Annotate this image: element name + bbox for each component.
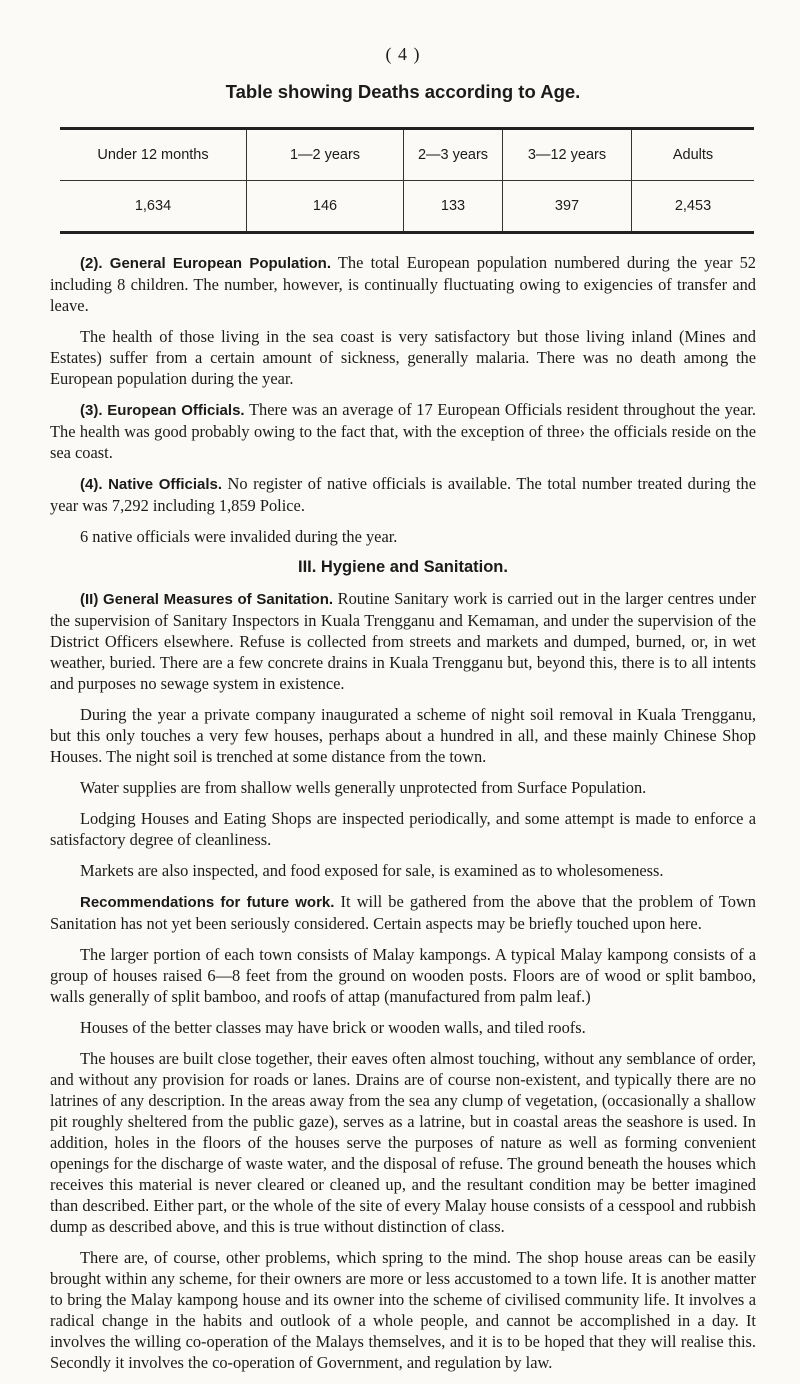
header-adults: Adults (632, 129, 755, 181)
paragraph-houses-close: The houses are built close together, their eaves often almost touching, without any semblance of order, and without any provision for roads or lanes. Drains are of course non-existent, and typically there are no latrines of any description. In the areas away from the sea any clump of vegetation, (occasionally a shallow pit roughly sheltered from the public gaze), serves as a latrine, but in coastal areas the seashore is used. In addition, holes in the floors of the houses serve the purposes of nature as well as forming convenient openings for the discharge of waste water, and the disposal of refuse. The ground beneath the houses which receives this material is never cleared or cleaned up, and the resultant condition may be better imagined than described. Either part, or the whole of the site of every Malay house consists of a cesspool and rubbish dump as described above, and this is true without distinction of class. (50, 1049, 756, 1236)
paragraph-european-population (50, 252, 756, 316)
paragraph-markets: Markets are also inspected, and food exposed for sale, is examined as to wholesomeness. (80, 861, 664, 880)
paragraph-native-officials (50, 473, 756, 516)
value-3-12-years: 397 (503, 181, 632, 233)
heading-recommendations: Recommendations for future work. (80, 894, 335, 911)
deaths-by-age-table (60, 127, 754, 234)
header-3-12-years: 3—12 years (503, 129, 632, 181)
value-2-3-years: 133 (404, 181, 503, 233)
paragraph-invalided: 6 native officials were invalided during the year. (80, 527, 398, 546)
paragraph-european-officials (50, 399, 756, 463)
header-2-3-years: 2—3 years (404, 129, 503, 181)
heading-european-officials: (3). European Officials. (80, 402, 245, 419)
paragraph-better-classes: Houses of the better classes may have brick or wooden walls, and tiled roofs. (80, 1018, 586, 1037)
section-title-hygiene: III. Hygiene and Sanitation. (298, 558, 508, 576)
report-body (50, 252, 756, 1373)
table-header-row (60, 129, 754, 181)
heading-european-population: (2). General European Population. (80, 255, 332, 272)
text-native-officials: No register of native officials is available. The total number treated during the year was 7,292 including 1,859 Police. (50, 474, 756, 515)
paragraph-health-coast: The health of those living in the sea coast is very satisfactory but those living inland (Mines and Estates) suffer from a certain amount of sickness, generally malaria. There was no death among the European population during the year. (50, 327, 756, 388)
text-european-officials: There was an average of 17 European Officials resident throughout the year. The health was good probably owing to the fact that, with the exception of three› the officials reside on the sea coast. (50, 400, 756, 462)
header-under-12-months: Under 12 months (60, 129, 247, 181)
table-title: Table showing Deaths according to Age. (225, 81, 581, 102)
paragraph-recommendations (50, 891, 756, 934)
paragraph-kampongs: The larger portion of each town consists of Malay kampongs. A typical Malay kampong consists of a group of houses raised 6—8 feet from the ground on wooden posts. Floors are of wood or split bamboo, walls generally of split bamboo, and roofs of attap (manufactured from palm leaf.) (50, 945, 756, 1006)
paragraph-other-problems: There are, of course, other problems, which spring to the mind. The shop house areas can be easily brought within any scheme, for their owners are more or less accustomed to a town life. It is another matter to bring the Malay kampong house and its owner into the scheme of civilised community life. It involves a radical change in the habits and outlook of a whole people, and cannot be accomplished in a day. It involves the willing co-operation of the Malays themselves, and it is to be hoped that they will realise this. Secondly it involves the co-operation of Government, and regulation by law. (50, 1248, 756, 1372)
header-1-2-years: 1—2 years (247, 129, 404, 181)
paragraph-general-measures (50, 588, 756, 694)
heading-native-officials: (4). Native Officials. (80, 476, 223, 493)
value-under-12-months: 1,634 (134, 198, 172, 214)
text-recommendations: It will be gathered from the above that the problem of Town Sanitation has not yet been seriously considered. Certain aspects may be briefly touched upon here. (50, 892, 756, 933)
page-number: ( 4 ) (385, 44, 421, 64)
heading-general-measures: (II) General Measures of Sanitation. (80, 591, 334, 608)
text-general-measures: Routine Sanitary work is carried out in the larger centres under the supervision of Sanitary Inspectors in Kuala Trengganu and Kemaman, and under the supervision of the District Officers elsewhere. Refuse is collected from streets and markets and dumped, burned, or, in wet weather, buried. There are a few concrete drains in Kuala Trengganu but, beyond this, there is to all intents and purposes no sewage system in existence. (50, 589, 756, 693)
paragraph-lodging: Lodging Houses and Eating Shops are inspected periodically, and some attempt is made to enforce a satisfactory degree of cleanliness. (50, 809, 756, 849)
value-1-2-years: 146 (247, 181, 404, 233)
paragraph-night-soil: During the year a private company inaugurated a scheme of night soil removal in Kuala Trengganu, but this only touches a very few houses, perhaps about a hundred in all, and these mainly Chinese Shop Houses. The night soil is trenched at some distance from the town. (50, 705, 756, 766)
value-adults: 2,453 (632, 181, 755, 233)
table-row (60, 181, 754, 233)
text-european-population: The total European population numbered during the year 52 including 8 children. The number, however, is continually fluctuating owing to exigencies of transfer and leave. (50, 253, 756, 315)
paragraph-water: Water supplies are from shallow wells generally unprotected from Surface Population. (80, 778, 647, 797)
